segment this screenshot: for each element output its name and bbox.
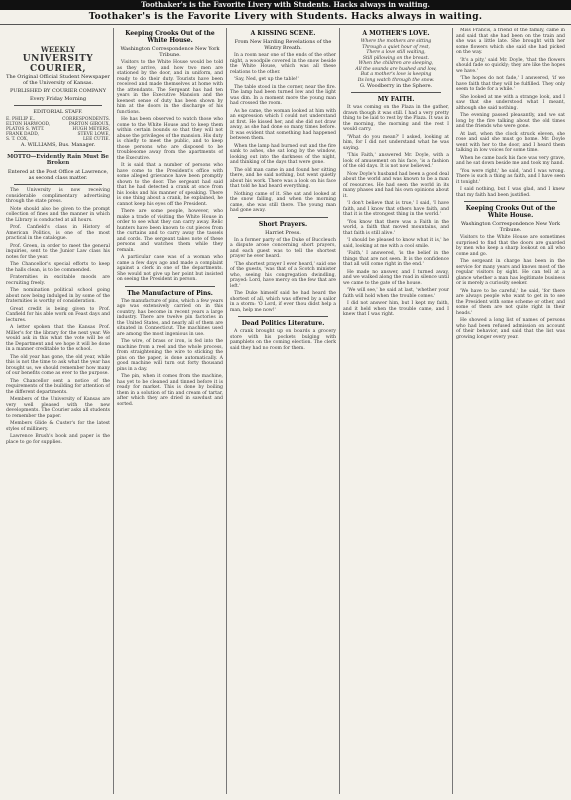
column-4 (343, 28, 449, 800)
poem (343, 39, 449, 83)
paragraph: Prof. Green, in order to meet the general inquiries, sent to the Junior Law class his notes for the year. (6, 243, 110, 260)
paragraph: When he came back his face was very grave, and he sat down beside me and took my hand. (456, 155, 565, 166)
divider (125, 286, 215, 287)
paragraph: He showed a long list of names of persons who had been refused admission on account of their behavior, and said that the list was growing longer every year. (456, 318, 565, 340)
paragraph: I said nothing, but I was glad, and I knew that my faith had been justified. (456, 187, 565, 198)
column-2 (117, 28, 223, 800)
paragraph: It is said that a number of persons who have come to the President's office with some alleged grievance have been promptly shown to the door. The sergeant had said that he had detected a crank at once from his looks and his manner of speaking. There is one thing about a crank, he explained, he cannot keep his eyes off the President. (117, 163, 223, 207)
paragraph: Visitors to the White House are sometimes surprised to find that the doors are guarded by men who keep a sharp lookout on all who come and go. (456, 235, 565, 257)
paragraph: The evening passed pleasantly, and we sat long by the fire talking about the old times and the friends who were gone. (456, 113, 565, 129)
paragraph: The old year has gone, the old year, while this is not the time to ask what the year has brought us, we should remember how many of our benefits come as ever to the purpose. (6, 354, 110, 376)
business-manager: A. WILLIAMS, Bus. Manager. (20, 142, 96, 148)
column-5 (456, 28, 565, 800)
article-title: Keeping Crooks Out of the White House. (465, 205, 556, 219)
paragraph: In a room near one of the ends of the other night, a woodpile covered in the snow beside the White House, which was all these relations to the other. (230, 53, 336, 75)
paragraph: 'You know that there was a Faith in the world, a faith that moved mountains, and that faith is still alive.' (343, 219, 449, 236)
article-byline: Washington Correspondence New York Tribune. (120, 46, 220, 58)
paragraph: 'Faith,' I answered, 'is the belief in the things that are not seen. It is the confidence that all will come right in the end.' (343, 251, 449, 267)
poem-line: Where the mothers are sitting (360, 39, 432, 44)
editorial-staff-heading: EDITORIAL STAFF. (33, 109, 83, 115)
paragraph: The nomination political school going about now being indulged in by some of the fraternities is worthy of consideration. (6, 288, 110, 304)
paragraph: Great credit is being given to Prof. Canfield for his able work on Feast days and lectures. (6, 306, 110, 323)
paragraph: There are some people, however, who make a trade of visiting the White House in order to see what they can carry away. Relic hunters have been known to cut pieces from the curtains and to carry away the tassels and cords. The sergeant takes note of these persons and watches them while they remain. (117, 209, 223, 253)
poem-line: Its long watch through the snow. (357, 77, 435, 83)
motto: MOTTO—Evidently Rain Must Be Broken (7, 154, 109, 166)
article-title: The Manufacture of Pins. (127, 289, 213, 297)
masthead-weekly: WEEKLY (40, 45, 76, 54)
paragraph: The wire, of brass or iron, is fed into the machine from a reel and the whole process, from straightening the wire to sticking the pins on the paper, is done automatically. A good machine will turn out forty thousand pins in a day. (117, 339, 223, 372)
masthead-schedule: Every Friday Morning (29, 96, 87, 102)
paragraph: The Chancellor's special efforts to keep the halls clean, is to be commended. (6, 262, 110, 273)
paragraph: 'This Faith,' answered Mr. Doyle, with a look of amusement on his face, 'is a fashion of the old days. It is not now believed.' (343, 153, 449, 169)
divider (464, 201, 557, 202)
column-3 (230, 28, 336, 800)
column-rule (452, 28, 453, 794)
editorial-paragraphs (6, 188, 110, 445)
paragraph: Lawrence Brush's book and paper is the place to go for supplies. (6, 434, 110, 445)
masthead-title: UNIVERSITY COURIER, (22, 54, 94, 74)
paragraph: The pin, when it comes from the machine, has yet to be cleaned and tinned before it is ready for market. This is done by boiling them in a solution of tin and cream of tartar, after which they are dried in sawdust and sorted. (117, 374, 223, 407)
paragraph: Prof. Canfield's class in History of American Politics, is one of the most practical in the catalogue. (6, 225, 110, 241)
paragraph: Members Glide & Custer's for the latest styles of millinery. (6, 421, 110, 432)
board-row: PLATOS S. WITT. HUGH MEYERS, (6, 127, 110, 132)
paragraph: I did not answer him, but I kept my faith, and it held when the trouble came, and I knew that I was right. (343, 301, 449, 317)
paragraph: 'The shortest prayer I ever heard,' said one of the guests, 'was that of a Scotch minister who, seeing his congregation dwindling, prayed: Lord, have mercy on the few that are left.' (230, 261, 336, 289)
article-byline: Harriet Press. (265, 229, 301, 236)
paragraph: When the lamp had burned out and the fire sank to ashes, she sat long by the window, looking out into the darkness of the night, and thinking of the days that were gone. (230, 143, 336, 165)
paragraph: Visitors to the White House would be told as they arrive, and how two men are stationed by the door, and in uniform, and ready to do their duty. Tourists have been received and made themselves at home with the attendants. The Sergeant has had ten years in the Executive Mansion and the keenest sense of duty has been shown by him at the doors in the discharge of his functions. (117, 60, 223, 115)
paragraph: A letter spoken that the Kansas Prof. Miller's for the library for the next year. We would ask in this what the vote will be of the Department and we hope it will be done in a manner creditable to the school. (6, 325, 110, 352)
board-row: E. PHILIP E.. CORRESPONDENTS. (6, 117, 110, 122)
article-title: MY FAITH. (377, 96, 415, 103)
poem-line: But a mother's love is keeping (360, 72, 432, 77)
paragraph: The University is now receiving considerable complimentary advertising through the state press. (6, 188, 110, 204)
board-row: ELTON HARWOOD, PARTON GIROUX, (6, 122, 110, 127)
headline-banner: Toothaker's is the Favorite Livery with Students. Hacks always in waiting. (0, 10, 571, 25)
poem-line: All the sounds are hushed and low, (355, 66, 437, 72)
divider (238, 316, 328, 317)
divider (14, 105, 102, 106)
paragraph: The Duke himself said he had heard the shortest of all, which was offered by a sailor in a storm: 'O Lord, if ever thou didst help a man, help me now!' (230, 291, 336, 313)
article-byline: From New Harding Revelations of the Wintry Breath. (234, 39, 332, 51)
paragraph: It was coming on the Plaza in the gather, drawn though it was still. I had a very pretty thing to be laid to rest by the Plaza. It was in the morning, the morning and the rest I would carry. (343, 105, 449, 132)
paragraph: 'I don't believe that is true,' I said, 'I have faith, and I know that others have faith, and that it is the strongest thing in the world.' (343, 201, 449, 217)
article-title: A KISSING SCENE. (250, 30, 316, 37)
paragraph: 'You were right,' he said, 'and I was wrong. There is such a thing as faith, and I have seen it tonight.' (456, 168, 565, 185)
paragraph: 'It's a pity,' said Mr. Doyle, 'that the flowers should fade so quickly; they are like the hopes we have.' (456, 57, 565, 74)
article-title: Keeping Crooks Out of the White House. (125, 30, 215, 44)
postal-notice: Entered at the Post Office at Lawrence, as second class matter. (7, 169, 109, 181)
column-rule (113, 28, 114, 794)
poem-credit: G. Woodberry in the Sphere. (359, 83, 433, 89)
paragraph: As he came, the woman looked at him with an expression which I could not understand at first. He kissed her, and she did not draw away, as she had done so many times before. It was evident that something had happened between them. (230, 108, 336, 141)
poem-line: When the children are sleeping, (358, 61, 434, 66)
article-title: Dead Politics Literature. (241, 320, 325, 327)
paragraph: The manufacture of pins, which a few years ago was extensively carried on in this country, has become in recent years a large industry. There are twelve pin factories in the United States, and nearly all of them are situated in Connecticut. The machines used are among the most ingenious in use. (117, 298, 223, 337)
paragraph: He has been observed to watch those who come to the White House and to keep them within certain bounds so that they will not abuse the privileges of the mansion. His duty is chiefly to meet the public, and to keep those persons who are disposed to be troublesome away from the apartments of the Executive. (117, 117, 223, 161)
divider (351, 92, 441, 93)
poem-line: Through a quiet hour of rest, (362, 44, 430, 50)
paragraph: Now Doyle's husband had been a good deal about the world and was known to be a man of resources. He had seen the world in its many phases and had his own opinions about it. (343, 171, 449, 199)
column-rule (339, 28, 340, 794)
paragraph: The old man came in and found her sitting there, and he said nothing, but went quietly about his work. There was a look on his face that told he had heard everything. (230, 167, 336, 189)
paragraph: Miss Francis, a friend of the family, came in and said that she had been on the train and she was a little late. She brought with her some flowers which she said she had picked on the way. (456, 28, 565, 55)
board-row: S. T. COX, LEE CUTIE. (6, 137, 110, 142)
article-byline: Washington Correspondence New York Tribune. (460, 221, 561, 233)
divider (14, 184, 102, 185)
article-title: Short Prayers. (258, 220, 308, 228)
paragraph: Fraternities in excitable moods are recruiting freely. (6, 275, 110, 286)
paragraph: Nothing came of it. She sat and looked at the snow falling, and when the morning came, she was still there. The young man had gone away. (230, 191, 336, 213)
paragraph: The table stood in the corner, near the fire. The lamp had been turned low and the light was dim. In a moment more the young man had crossed the room. (230, 84, 336, 106)
paragraph: A crank brought up on boards a grocery store with his pockets bulging with pamphlets on the coming election. The clerk said they had no room for them. (230, 329, 336, 351)
paragraph: 'Say, Ned, get up the table!' (234, 77, 299, 82)
poem-line: There a love still waiting, (366, 50, 426, 55)
divider (14, 151, 102, 152)
paragraph: Members of the University of Kansas are very well pleased with the new developments. The Courier asks all students to remember the paper. (6, 397, 110, 419)
divider (238, 217, 328, 218)
board-row: FRANK DADD, STEVE LOWE, (6, 132, 110, 137)
paragraph: 'We have to be careful,' he said, 'for there are always people who want to get in to see the President with some scheme or other, and some of them are not quite right in their heads.' (456, 288, 565, 316)
paragraph: 'What do you mean?' I asked, looking at him, for I did not understand what he was saying. (343, 134, 449, 151)
poem-title: A MOTHER'S LOVE. (362, 30, 430, 37)
paragraph: 'The hopes do not fade,' I answered, 'if we have faith that they will be fulfilled. They only seem to fade for a while.' (456, 76, 565, 92)
paragraph: In a former party of the Duke of Buccleuch a dispute arose concerning short prayers, and each guest was to tell the shortest prayer he ever heard. (230, 237, 336, 259)
column-1 (6, 28, 110, 800)
masthead-org: The Original Official Student Newspaper of the University of Kansas. (6, 74, 110, 86)
poem-line: Still pillowing on the breast. (362, 55, 430, 61)
masthead-publisher: PUBLISHED BY COURIER COMPANY (9, 88, 107, 94)
paragraph: A particular case was of a woman who came a few days ago and made a complaint against a clerk in one of the departments. She would not give up her point but insisted on seeing the President in person. (117, 255, 223, 282)
paragraph: 'We will see,' he said at last, 'whether your faith will hold when the trouble comes.' (343, 288, 449, 299)
paragraph: He made no answer, and I turned away, and we walked along the road in silence until we came to the gate of the house. (343, 269, 449, 286)
top-banner: Toothaker's is the Favorite Livery with Students. Hacks always in waiting. (0, 0, 571, 10)
paragraph: She looked at me with a strange look, and I saw that she understood what I meant, although she said nothing. (456, 94, 565, 111)
column-rule (226, 28, 227, 794)
paragraph: The Chancellor sent a notice of the requirements of the building for attention of the different departments. (6, 378, 110, 395)
paragraph: Note should also be given to the prompt collection of fines and the manner in which the Library is conducted at all hours. (6, 206, 110, 223)
editorial-board (6, 117, 110, 142)
paragraph: 'I should be pleased to know what it is,' he said, looking at me with a cool smile. (343, 238, 449, 249)
paragraph: The sergeant in charge has been in the service for many years and knows most of the regular visitors by sight. He can tell at a glance whether a man has legitimate business or is merely a curiosity seeker. (456, 259, 565, 286)
paragraph: At last, when the clock struck eleven, she rose and said she must go home. Mr. Doyle went with her to the door, and I heard them talking in low voices for some time. (456, 131, 565, 153)
